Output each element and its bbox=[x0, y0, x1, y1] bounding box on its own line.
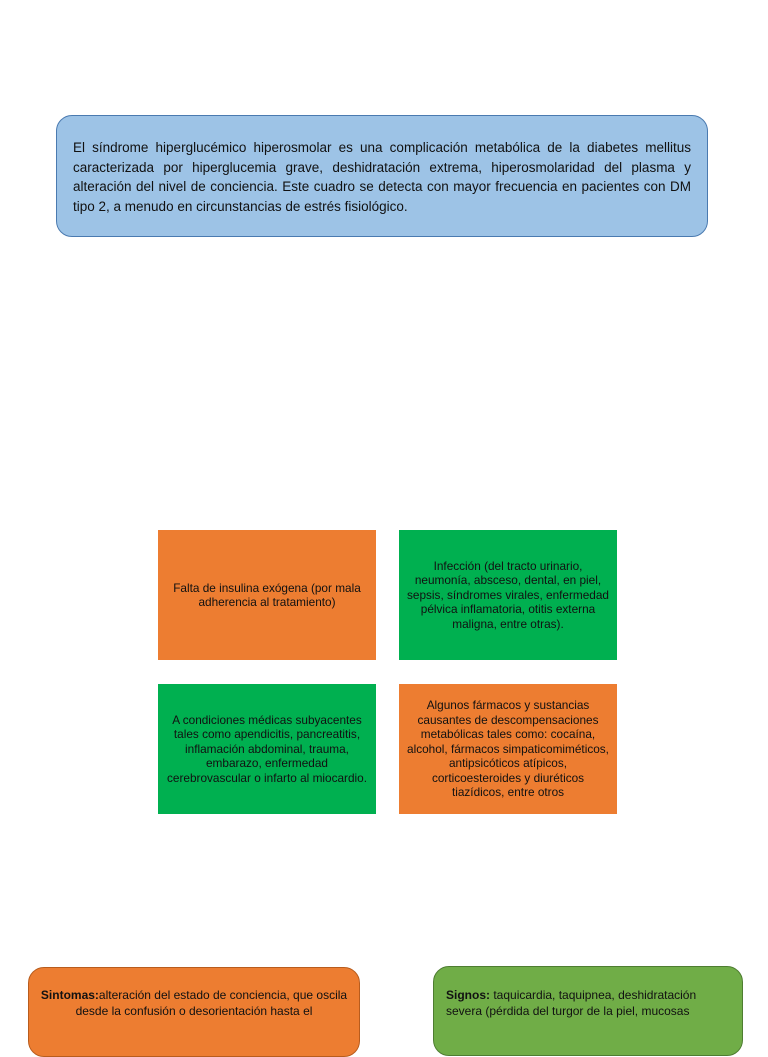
signos-text: taquicardia, taquipnea, deshidratación severa (pérdida del turgor de la piel, mucosas bbox=[446, 988, 697, 1018]
sintomas-box bbox=[28, 967, 360, 1057]
cause-text: Algunos fármacos y sustancias causantes de descompensaciones metabólicas tales como: cocaína, alcohol, fármacos simpaticomiméticos, antipsicóticos atípicos, corticoesteroides y diuréticos tiazídicos, entre otros bbox=[407, 698, 609, 800]
cause-box-farmacos bbox=[399, 684, 617, 814]
sintomas-text: alteración del estado de conciencia, que oscila desde la confusión o desorientación hasta el bbox=[75, 988, 348, 1018]
signos-label: Signos: bbox=[446, 988, 490, 1002]
signos-box bbox=[433, 966, 743, 1056]
intro-text: El síndrome hiperglucémico hiperosmolar es una complicación metabólica de la diabetes mellitus caracterizada por hiperglucemia grave, deshidratación extrema, hiperosmolaridad del plasma y alteración del nivel de conciencia. Este cuadro se detecta con mayor frecuencia en pacientes con DM tipo 2, a menudo en circunstancias de estrés fisiológico. bbox=[73, 140, 691, 214]
cause-text: A condiciones médicas subyacentes tales como apendicitis, pancreatitis, inflamación abdominal, trauma, embarazo, enfermedad cerebrovascular o infarto al miocardio. bbox=[167, 712, 367, 785]
cause-box-condiciones-medicas bbox=[158, 684, 376, 814]
cause-text: Falta de insulina exógena (por mala adherencia al tratamiento) bbox=[173, 580, 361, 609]
cause-text: Infección (del tracto urinario, neumonía, absceso, dental, en piel, sepsis, síndromes virales, enfermedad pélvica inflamatoria, otitis externa maligna, entre otras). bbox=[407, 558, 609, 631]
sintomas-label: Sintomas: bbox=[40, 988, 99, 1002]
intro-box bbox=[56, 115, 708, 237]
cause-box-infeccion bbox=[399, 530, 617, 660]
cause-box-insulina bbox=[158, 530, 376, 660]
